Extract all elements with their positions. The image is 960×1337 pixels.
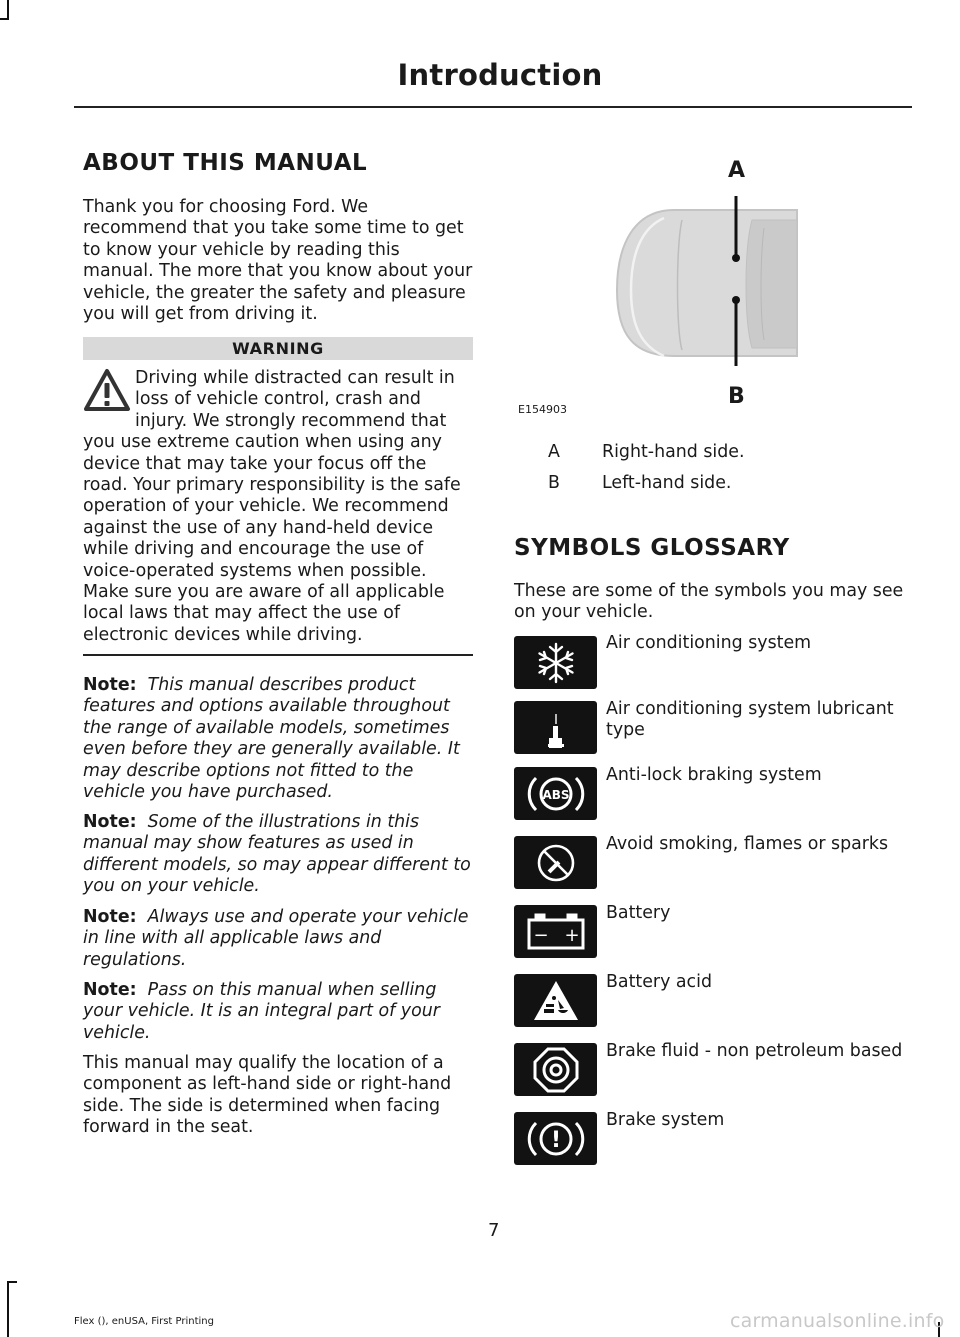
about-heading: ABOUT THIS MANUAL xyxy=(83,150,368,176)
glossary-label-brake-fluid: Brake fluid - non petroleum based xyxy=(606,1041,903,1061)
glossary-label-abs: Anti-lock braking system xyxy=(606,765,822,785)
brake-fluid-icon xyxy=(514,1043,597,1096)
edition-footer: Flex (), enUSA, First Printing xyxy=(74,1316,214,1327)
note-2: Note: Some of the illustrations in this manual may show features as used in different models, so may appear different to you on your vehicle. xyxy=(83,812,471,897)
closing-paragraph: This manual may qualify the location of a component as left-hand side or right-hand side. The side is determined when facing forward in the seat. xyxy=(83,1053,452,1138)
battery-acid-icon xyxy=(514,974,597,1027)
page-title: Introduction xyxy=(397,58,603,92)
crop-mark-bottom-left xyxy=(7,1283,9,1337)
legend-text-a: Right-hand side. xyxy=(602,442,745,462)
legend-text-b: Left-hand side. xyxy=(602,473,732,493)
legend-key-a: A xyxy=(548,442,560,462)
abs-icon xyxy=(514,767,597,820)
note-4: Note: Pass on this manual when selling your vehicle. It is an integral part of your vehicle. xyxy=(83,980,440,1043)
brake-system-icon xyxy=(514,1112,597,1165)
warning-label: WARNING xyxy=(83,337,473,360)
crop-mark-bottom-left-horizontal xyxy=(7,1281,17,1283)
crop-mark-top-left-vertical xyxy=(7,0,9,20)
svg-text:!: ! xyxy=(550,1127,561,1153)
glossary-label-air-conditioning: Air conditioning system xyxy=(606,633,812,653)
vehicle-figure xyxy=(514,150,914,420)
oil-can-icon xyxy=(514,701,597,754)
callout-b: B xyxy=(728,384,745,409)
note-1: Note: This manual describes product features and options available throughout the range of available models, sometimes even before they are generally available. It may describe options not fitted to the vehicle you have purchased. xyxy=(83,675,460,803)
page-number: 7 xyxy=(488,1220,500,1241)
glossary-label-ac-lubricant: Air conditioning system lubricant type xyxy=(606,699,894,740)
note-3: Note: Always use and operate your vehicle in line with all applicable laws and regulations. xyxy=(83,907,469,970)
warning-text: Driving while distracted can result in loss of vehicle control, crash and injury. We strongly recommend that you use extreme caution when using any device that may take your focus off the road. Your primary responsibility is the safe operation of your vehicle. We recommend against the use of any hand-held device while driving and encourage the use of voice-operated systems when possible. Make sure you are aware of all applicable local laws that may affect the use of electronic devices while driving. xyxy=(83,368,461,645)
watermark[interactable]: carmanualsonline.info xyxy=(730,1310,945,1332)
warning-block xyxy=(83,368,475,646)
glossary-label-battery: Battery xyxy=(606,903,671,923)
glossary-intro: These are some of the symbols you may see on your vehicle. xyxy=(514,581,904,623)
snowflake-icon xyxy=(514,636,597,689)
callout-a: A xyxy=(728,158,746,183)
svg-text:ABS: ABS xyxy=(541,787,570,802)
no-smoking-icon xyxy=(514,836,597,889)
glossary-label-brake-system: Brake system xyxy=(606,1110,725,1130)
glossary-label-no-smoking: Avoid smoking, flames or sparks xyxy=(606,834,889,854)
glossary-label-battery-acid: Battery acid xyxy=(606,972,712,992)
glossary-heading: SYMBOLS GLOSSARY xyxy=(514,535,790,561)
battery-icon xyxy=(514,905,597,958)
legend-key-b: B xyxy=(548,473,560,493)
figure-code: E154903 xyxy=(518,403,567,416)
header-rule xyxy=(74,106,912,108)
about-intro: Thank you for choosing Ford. We recommend that you take some time to get to know your vehicle by reading this manual. The more that you know about your vehicle, the greater the safety and pleasure you will get from driving it. xyxy=(83,197,473,325)
warning-triangle-icon xyxy=(83,368,135,428)
svg-text:+: + xyxy=(563,924,580,946)
svg-text:−: − xyxy=(532,924,549,946)
warning-rule xyxy=(83,654,473,656)
crop-mark-top-left-horizontal xyxy=(0,18,9,20)
